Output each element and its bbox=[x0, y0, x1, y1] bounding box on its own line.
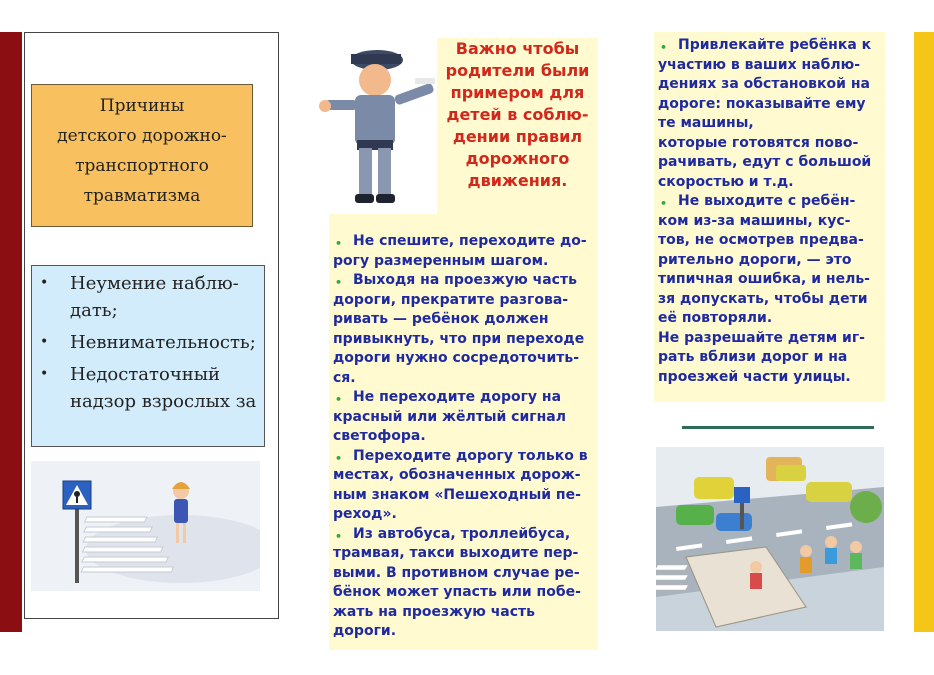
advice-line: ком из-за машины, кус- bbox=[658, 212, 851, 229]
advice-line: рать вблизи дорог и на bbox=[658, 349, 848, 365]
rules-line: Переходите дорогу только в bbox=[353, 447, 588, 464]
important-line: детей в соблю- bbox=[446, 105, 589, 124]
important-line: дорожного bbox=[465, 149, 570, 168]
bullet-icon: • bbox=[335, 276, 343, 289]
causes-title-box bbox=[31, 84, 253, 227]
advice-line: Не разрешайте детям иг- bbox=[658, 329, 865, 346]
bullet-icon: • bbox=[335, 393, 343, 406]
reasons-list-box bbox=[31, 265, 265, 447]
title-line: Причины bbox=[99, 96, 185, 116]
rules-line: жать на проезжую часть bbox=[333, 603, 536, 620]
rules-line: Не переходите дорогу на bbox=[353, 389, 562, 405]
advice-line: типичная ошибка, и нель- bbox=[658, 271, 870, 287]
rules-line: дороги нужно сосредоточить- bbox=[333, 350, 580, 366]
advice-line: Привлекайте ребёнка к bbox=[678, 37, 872, 53]
title-line: травматизма bbox=[83, 186, 201, 206]
reason-line: • Недостаточный bbox=[70, 364, 221, 385]
advice-line: которые готовятся пово- bbox=[658, 134, 859, 151]
rules-line: светофора. bbox=[333, 428, 426, 444]
rules-line: Выходя на проезжую часть bbox=[353, 272, 577, 288]
rules-line: рогу размеренным шагом. bbox=[333, 252, 549, 269]
important-line: родители были bbox=[445, 61, 590, 80]
advice-line: дороге: показывайте ему bbox=[658, 95, 866, 112]
rules-list bbox=[329, 214, 598, 650]
right-decorative-stripe bbox=[914, 32, 934, 632]
left-decorative-stripe bbox=[0, 32, 22, 632]
section-divider bbox=[682, 426, 874, 429]
rules-line: Не спешите, переходите до- bbox=[353, 233, 587, 249]
bullet-icon: • bbox=[335, 237, 343, 250]
bullet-icon: • bbox=[660, 197, 668, 210]
advice-list bbox=[654, 32, 885, 402]
rules-line: красный или жёлтый сигнал bbox=[333, 408, 566, 425]
pedestrian-crossing-illustration bbox=[31, 461, 260, 591]
reason-line: дать; bbox=[70, 300, 118, 321]
rules-line: выми. В противном случае ре- bbox=[333, 564, 580, 581]
advice-line: дениях за обстановкой на bbox=[658, 76, 870, 92]
reason-item bbox=[32, 329, 264, 356]
reason-line: • Неумение наблю- bbox=[70, 273, 239, 294]
rules-line: трамвая, такси выходите пер- bbox=[333, 545, 579, 561]
reason-item bbox=[32, 361, 264, 415]
rules-line: ся. bbox=[333, 369, 356, 386]
important-line: примером для bbox=[450, 83, 585, 102]
important-line: дении правил bbox=[452, 127, 583, 146]
important-line: движения. bbox=[467, 171, 568, 190]
bullet-icon: • bbox=[660, 41, 668, 54]
reasons-list bbox=[32, 266, 264, 415]
advice-line: Не выходите с ребён- bbox=[678, 193, 856, 209]
advice-line: участию в ваших наблю- bbox=[658, 56, 861, 73]
title-line: транспортного bbox=[75, 156, 209, 176]
rules-line: реход». bbox=[333, 506, 397, 522]
title-line: детского дорожно- bbox=[57, 126, 227, 146]
advice-line: рачивать, едут с большой bbox=[658, 154, 872, 170]
advice-line: проезжей части улицы. bbox=[658, 368, 851, 385]
rules-line: ривать — ребёнок должен bbox=[333, 311, 549, 327]
traffic-police-officer-illustration bbox=[315, 40, 437, 215]
advice-line: те машины, bbox=[658, 115, 754, 131]
bullet-icon: • bbox=[335, 529, 343, 543]
reason-item bbox=[32, 270, 264, 324]
advice-line: рительно дороги, — это bbox=[658, 251, 852, 268]
important-note bbox=[437, 38, 598, 216]
advice-line: тов, не осмотрев предва- bbox=[658, 232, 864, 248]
rules-line: дороги, прекратите разгова- bbox=[333, 291, 569, 308]
advice-line: её повторяли. bbox=[658, 310, 773, 326]
important-line: Важно чтобы bbox=[455, 39, 580, 58]
rules-line: дороги. bbox=[333, 623, 397, 639]
street-scene-illustration bbox=[656, 447, 884, 631]
reason-line: • Невнимательность; bbox=[70, 332, 256, 353]
rules-line: местах, обозначенных дорож- bbox=[333, 467, 581, 483]
advice-line: скоростью и т.д. bbox=[658, 173, 794, 190]
rules-line: бёнок может упасть или побе- bbox=[333, 584, 581, 600]
rules-line: привыкнуть, что при переходе bbox=[333, 330, 585, 347]
rules-line: ным знаком «Пешеходный пе- bbox=[333, 486, 581, 503]
advice-line: зя допускать, чтобы дети bbox=[658, 290, 868, 307]
reason-line: надзор взрослых за bbox=[70, 391, 257, 412]
rules-line: Из автобуса, троллейбуса, bbox=[353, 525, 571, 542]
bullet-icon: • bbox=[335, 451, 343, 465]
